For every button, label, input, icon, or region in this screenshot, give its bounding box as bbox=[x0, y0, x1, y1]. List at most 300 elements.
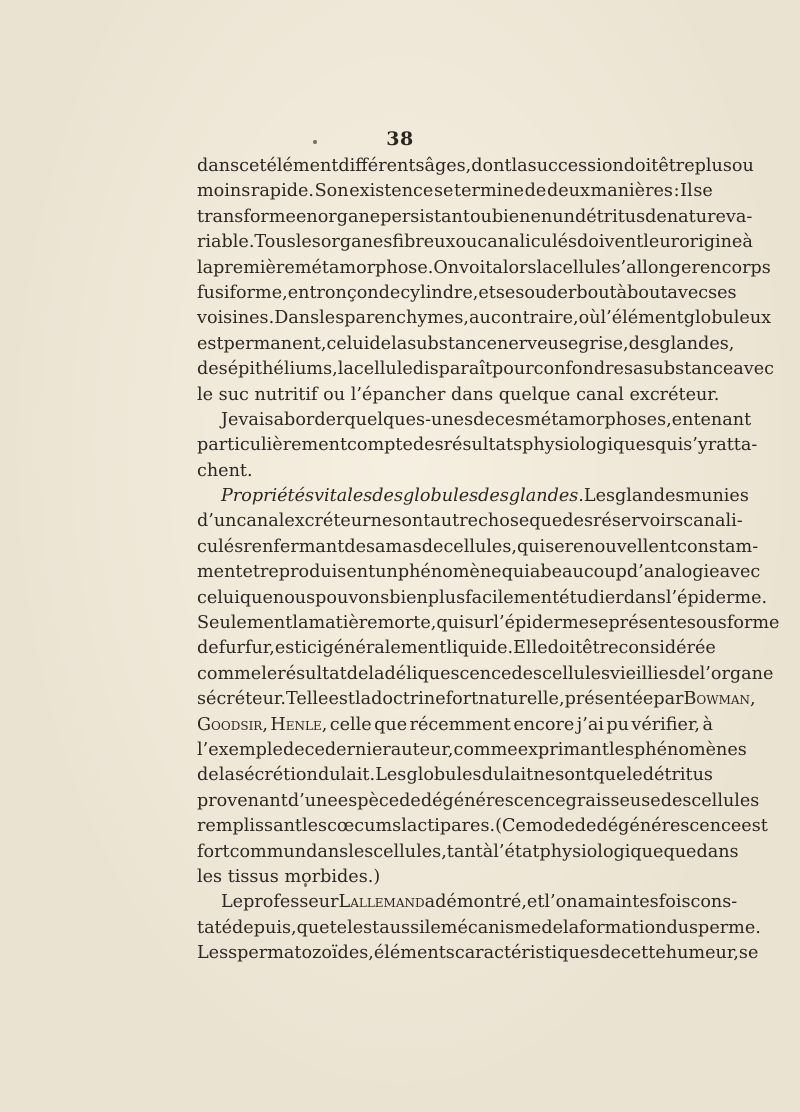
word: moins bbox=[197, 181, 251, 202]
word: résultats bbox=[443, 435, 523, 456]
word: les bbox=[295, 232, 321, 253]
word: organes bbox=[320, 232, 393, 253]
word: tel bbox=[329, 917, 353, 938]
word: sécrétion bbox=[235, 765, 318, 786]
word: souder bbox=[515, 282, 577, 303]
text-line bbox=[197, 179, 713, 204]
word: démontré, bbox=[435, 892, 527, 913]
word: maintes bbox=[588, 892, 659, 913]
word: des bbox=[660, 790, 692, 811]
word: chent. bbox=[197, 460, 253, 481]
word: persistant bbox=[380, 206, 470, 227]
word: l’état bbox=[493, 841, 540, 862]
word: la bbox=[292, 613, 309, 634]
word: ses bbox=[708, 282, 737, 303]
word: ou bbox=[455, 232, 478, 253]
word: suc bbox=[218, 384, 249, 405]
word: encore bbox=[513, 714, 575, 735]
word: déliquescence bbox=[384, 663, 512, 684]
word: ce bbox=[304, 739, 325, 760]
word: les bbox=[319, 308, 345, 329]
text-line bbox=[197, 383, 720, 408]
word: origine bbox=[679, 232, 743, 253]
word: se bbox=[693, 181, 713, 202]
word: morte, bbox=[377, 613, 437, 634]
word: cons- bbox=[690, 892, 738, 913]
word: dégénérescence bbox=[596, 816, 742, 837]
word: ces bbox=[494, 409, 525, 430]
word: lactipares. bbox=[401, 816, 496, 837]
word: éléments bbox=[373, 943, 455, 964]
word: dans bbox=[451, 384, 494, 405]
word: alors bbox=[492, 257, 537, 278]
word: et bbox=[526, 892, 545, 913]
word: furfur, bbox=[218, 638, 275, 659]
text-line bbox=[197, 230, 753, 255]
word: lait. bbox=[340, 765, 376, 786]
word: la bbox=[563, 917, 580, 938]
word: de bbox=[541, 917, 563, 938]
word: l’épiderme. bbox=[665, 587, 768, 608]
word: nature bbox=[666, 206, 726, 227]
word: espèce bbox=[337, 790, 400, 811]
word: en bbox=[295, 206, 318, 227]
word: le bbox=[261, 663, 278, 684]
word: s’y bbox=[683, 435, 708, 456]
word: professeur bbox=[243, 892, 339, 913]
word: le bbox=[197, 384, 214, 405]
word: bout bbox=[576, 282, 617, 303]
word: tronçon bbox=[309, 282, 379, 303]
word: remplissant bbox=[197, 816, 302, 837]
word: fois bbox=[658, 892, 691, 913]
word: la bbox=[354, 689, 372, 710]
word: de bbox=[378, 282, 401, 303]
word: à bbox=[616, 282, 628, 303]
word: spermatozoïdes, bbox=[228, 943, 374, 964]
text-line bbox=[197, 763, 713, 788]
word: nerveuse bbox=[497, 333, 579, 354]
word: de bbox=[524, 181, 547, 202]
word: particulièrement bbox=[197, 435, 348, 456]
word: que bbox=[663, 841, 697, 862]
word: auteur, bbox=[390, 739, 454, 760]
word: dernier bbox=[324, 739, 391, 760]
word: globules bbox=[406, 765, 482, 786]
word: va- bbox=[725, 206, 753, 227]
word: se bbox=[589, 613, 609, 634]
word: morbides.) bbox=[284, 866, 381, 887]
word: fusiforme, bbox=[197, 282, 288, 303]
word: la bbox=[511, 156, 528, 176]
word: la bbox=[197, 257, 214, 278]
word: facilement bbox=[465, 587, 560, 608]
word: avec bbox=[667, 282, 709, 303]
text-line bbox=[197, 916, 761, 941]
word: a bbox=[577, 892, 589, 913]
word: l’élément bbox=[600, 308, 684, 329]
word: la bbox=[536, 257, 553, 278]
word: fort bbox=[197, 841, 230, 862]
word: l’épiderme bbox=[493, 613, 590, 634]
word: de bbox=[473, 409, 495, 430]
word: cylindre, bbox=[400, 282, 479, 303]
word: le bbox=[626, 765, 643, 786]
word: ou bbox=[323, 384, 346, 405]
word: en bbox=[699, 257, 722, 278]
word: celui bbox=[326, 333, 370, 354]
word: organe bbox=[317, 206, 381, 227]
word: confondre bbox=[533, 359, 624, 380]
word: que bbox=[374, 714, 408, 735]
word: à bbox=[742, 232, 753, 253]
word: en bbox=[671, 409, 694, 430]
word: Le bbox=[221, 892, 244, 913]
word: amas bbox=[375, 536, 422, 557]
word: de bbox=[346, 663, 369, 684]
word: détritus bbox=[642, 765, 713, 786]
word: vieillies bbox=[610, 663, 678, 684]
word: Henle, bbox=[270, 714, 328, 735]
word: ne bbox=[533, 765, 556, 786]
word: des bbox=[511, 663, 543, 684]
word: dans bbox=[696, 841, 739, 862]
word: que bbox=[529, 511, 563, 532]
word: doit bbox=[623, 156, 659, 176]
word: sont bbox=[555, 765, 594, 786]
word: doit bbox=[547, 638, 583, 659]
word: ou bbox=[731, 156, 754, 176]
word: détritus bbox=[574, 206, 646, 227]
word: nous bbox=[272, 587, 316, 608]
word: globuleux bbox=[683, 308, 772, 329]
word: de bbox=[282, 739, 305, 760]
word: des bbox=[412, 435, 444, 456]
text-line bbox=[197, 484, 749, 509]
word: permanent, bbox=[223, 333, 327, 354]
word: Propriétés bbox=[221, 486, 315, 507]
word: de bbox=[399, 790, 421, 811]
word: différents bbox=[338, 156, 425, 176]
word: que bbox=[296, 917, 330, 938]
word: ment bbox=[197, 562, 243, 583]
word: élément bbox=[266, 156, 339, 176]
word: aborder bbox=[273, 409, 345, 430]
word: se bbox=[545, 536, 565, 557]
word: pouvons bbox=[315, 587, 390, 608]
word: de bbox=[369, 333, 392, 354]
text-line bbox=[197, 636, 716, 661]
word: que bbox=[593, 765, 627, 786]
text-line bbox=[197, 256, 771, 281]
word: commun bbox=[229, 841, 307, 862]
word: étudier bbox=[559, 587, 624, 608]
word: bien bbox=[389, 587, 428, 608]
word: du bbox=[317, 765, 341, 786]
word: sperme. bbox=[689, 917, 761, 938]
word: les bbox=[348, 841, 374, 862]
word: comme bbox=[453, 739, 518, 760]
word: des bbox=[372, 486, 403, 507]
text-line bbox=[197, 611, 780, 636]
word: sont bbox=[392, 511, 431, 532]
word: nutritif bbox=[254, 384, 318, 405]
text-line bbox=[197, 306, 772, 331]
word: manières bbox=[590, 181, 673, 202]
word: de bbox=[677, 663, 700, 684]
text-line bbox=[197, 408, 752, 433]
word: qui bbox=[655, 435, 684, 456]
word: ici bbox=[301, 638, 323, 659]
word: dans bbox=[306, 841, 349, 862]
word: Je bbox=[221, 409, 239, 430]
word: et bbox=[478, 282, 496, 303]
word: taté bbox=[197, 917, 233, 938]
word: compte bbox=[347, 435, 413, 456]
word: est bbox=[197, 333, 224, 354]
word: mode bbox=[525, 816, 575, 837]
word: de bbox=[599, 943, 621, 964]
word: cellules, bbox=[443, 536, 517, 557]
word: voit bbox=[459, 257, 493, 278]
word: est bbox=[352, 917, 380, 938]
word: Bowman, bbox=[683, 689, 756, 710]
word: dans bbox=[623, 587, 666, 608]
word: disparaît bbox=[412, 359, 493, 380]
word: un bbox=[375, 562, 398, 583]
word: sa bbox=[623, 359, 644, 380]
word: vitales bbox=[314, 486, 373, 507]
word: excréteur bbox=[284, 511, 371, 532]
word: a bbox=[529, 562, 541, 583]
word: où bbox=[578, 308, 601, 329]
word: physiologique bbox=[539, 841, 664, 862]
word: des bbox=[197, 359, 228, 380]
word: à bbox=[482, 841, 494, 862]
text-line bbox=[197, 713, 713, 738]
word: Son bbox=[314, 181, 349, 202]
text-line bbox=[197, 865, 713, 890]
word: transforme bbox=[197, 206, 296, 227]
word: canal bbox=[236, 511, 285, 532]
word: globules bbox=[403, 486, 479, 507]
word: glandes, bbox=[659, 333, 735, 354]
word: culés bbox=[197, 536, 244, 557]
word: contraire, bbox=[490, 308, 579, 329]
text-line bbox=[197, 560, 761, 585]
word: d’une bbox=[287, 790, 338, 811]
word: se bbox=[433, 181, 454, 202]
text-line bbox=[197, 459, 713, 484]
word: du bbox=[666, 917, 690, 938]
word: d’analogie bbox=[626, 562, 720, 583]
word: d’un bbox=[197, 511, 237, 532]
word: tenant bbox=[693, 409, 752, 430]
word: des bbox=[344, 536, 376, 557]
word: matière bbox=[308, 613, 378, 634]
word: On bbox=[433, 257, 460, 278]
word: les bbox=[197, 866, 223, 887]
word: cet bbox=[239, 156, 267, 176]
word: Il bbox=[680, 181, 693, 202]
word: âges, bbox=[424, 156, 472, 176]
word: vais bbox=[238, 409, 274, 430]
word: autre bbox=[430, 511, 479, 532]
word: en bbox=[287, 282, 310, 303]
word: dégénérescence bbox=[420, 790, 566, 811]
word: cellule bbox=[552, 257, 612, 278]
word: épithéliums, bbox=[227, 359, 338, 380]
word: glandes. bbox=[508, 486, 584, 507]
word: cellules, bbox=[373, 841, 447, 862]
word: l’on bbox=[544, 892, 578, 913]
word: comme bbox=[197, 663, 262, 684]
text-line bbox=[197, 535, 759, 560]
word: avec bbox=[719, 562, 761, 583]
word: Lallemand bbox=[338, 892, 425, 913]
word: l’épancher bbox=[350, 384, 446, 405]
word: tissus bbox=[227, 866, 279, 887]
text-line bbox=[197, 941, 759, 966]
word: vérifier, bbox=[631, 714, 701, 735]
word: sur bbox=[464, 613, 494, 634]
word: la bbox=[391, 333, 408, 354]
text-line bbox=[197, 357, 774, 382]
word: plus bbox=[694, 156, 732, 176]
word: (Ce bbox=[495, 816, 526, 837]
text-line bbox=[197, 332, 735, 357]
text-line bbox=[197, 890, 738, 915]
word: rapide. bbox=[250, 181, 314, 202]
word: qui bbox=[516, 536, 546, 557]
word: graisseuse bbox=[565, 790, 661, 811]
word: excréteur. bbox=[629, 384, 720, 405]
word: canali- bbox=[683, 511, 743, 532]
word: riable. bbox=[197, 232, 255, 253]
word: celui bbox=[197, 587, 240, 608]
word: reproduisent bbox=[259, 562, 376, 583]
word: par bbox=[653, 689, 684, 710]
word: pu bbox=[606, 714, 629, 735]
word: qui bbox=[501, 562, 530, 583]
word: chose bbox=[478, 511, 530, 532]
word: cellules bbox=[691, 790, 760, 811]
word: quelque bbox=[498, 384, 571, 405]
text-line bbox=[197, 687, 756, 712]
word: les bbox=[301, 816, 328, 837]
word: grise, bbox=[578, 333, 629, 354]
body-text bbox=[197, 154, 780, 967]
word: substance bbox=[407, 333, 497, 354]
word: beaucoup bbox=[540, 562, 627, 583]
word: de bbox=[574, 816, 597, 837]
word: liquide. bbox=[446, 638, 514, 659]
text-line bbox=[197, 814, 768, 839]
word: Les bbox=[197, 943, 229, 964]
word: phénomènes bbox=[634, 739, 747, 760]
word: à bbox=[702, 714, 713, 735]
text-line bbox=[197, 433, 758, 458]
word: présente bbox=[608, 613, 687, 634]
word: substance bbox=[643, 359, 734, 380]
word: qui bbox=[436, 613, 465, 634]
word: première bbox=[213, 257, 295, 278]
word: au bbox=[468, 308, 491, 329]
text-line bbox=[197, 789, 760, 814]
word: métamorphoses, bbox=[524, 409, 672, 430]
word: métamorphose. bbox=[294, 257, 434, 278]
word: et bbox=[242, 562, 260, 583]
word: celle bbox=[329, 714, 372, 735]
word: Tous bbox=[254, 232, 296, 253]
word: l’exemple bbox=[197, 739, 283, 760]
word: glandes bbox=[615, 486, 685, 507]
word: le bbox=[424, 917, 441, 938]
word: est bbox=[328, 689, 355, 710]
word: un bbox=[552, 206, 575, 227]
word: dont bbox=[471, 156, 512, 176]
word: voisines. bbox=[197, 308, 275, 329]
word: cette bbox=[620, 943, 666, 964]
word: cellule bbox=[353, 359, 413, 380]
word: de bbox=[197, 765, 219, 786]
word: Les bbox=[583, 486, 616, 507]
word: la bbox=[218, 765, 235, 786]
word: être bbox=[658, 156, 695, 176]
text-line bbox=[197, 154, 754, 179]
word: lait bbox=[504, 765, 534, 786]
word: présentée bbox=[564, 689, 654, 710]
page-number: 38 bbox=[386, 128, 414, 150]
text-line bbox=[197, 509, 743, 534]
word: aussi bbox=[379, 917, 425, 938]
word: physiologiques bbox=[522, 435, 656, 456]
word: est bbox=[274, 638, 302, 659]
word: Elle bbox=[513, 638, 548, 659]
word: pour bbox=[492, 359, 534, 380]
word: doivent bbox=[577, 232, 644, 253]
word: généralement bbox=[322, 638, 447, 659]
word: humeur, bbox=[665, 943, 739, 964]
word: se bbox=[738, 943, 759, 964]
word: bout bbox=[627, 282, 668, 303]
word: ratta- bbox=[707, 435, 758, 456]
word: phénomène bbox=[397, 562, 502, 583]
word: Seulement bbox=[197, 613, 293, 634]
word: s’allonger bbox=[611, 257, 700, 278]
word: plus bbox=[427, 587, 466, 608]
word: avec bbox=[733, 359, 774, 380]
word: a bbox=[424, 892, 436, 913]
word: canal bbox=[576, 384, 624, 405]
word: cœcums bbox=[327, 816, 402, 837]
word: l’organe bbox=[699, 663, 774, 684]
word: leur bbox=[643, 232, 680, 253]
word: naturelle, bbox=[478, 689, 565, 710]
word: Les bbox=[375, 765, 407, 786]
word: renfermant bbox=[243, 536, 345, 557]
word: tant bbox=[446, 841, 483, 862]
word: de bbox=[421, 536, 444, 557]
word: munies bbox=[684, 486, 749, 507]
word: parenchymes, bbox=[344, 308, 469, 329]
word: forme bbox=[726, 613, 780, 634]
word: termine bbox=[454, 181, 524, 202]
word: fort bbox=[445, 689, 479, 710]
word: récemment bbox=[409, 714, 511, 735]
word: Goodsir, bbox=[197, 714, 268, 735]
word: exprimant bbox=[517, 739, 609, 760]
